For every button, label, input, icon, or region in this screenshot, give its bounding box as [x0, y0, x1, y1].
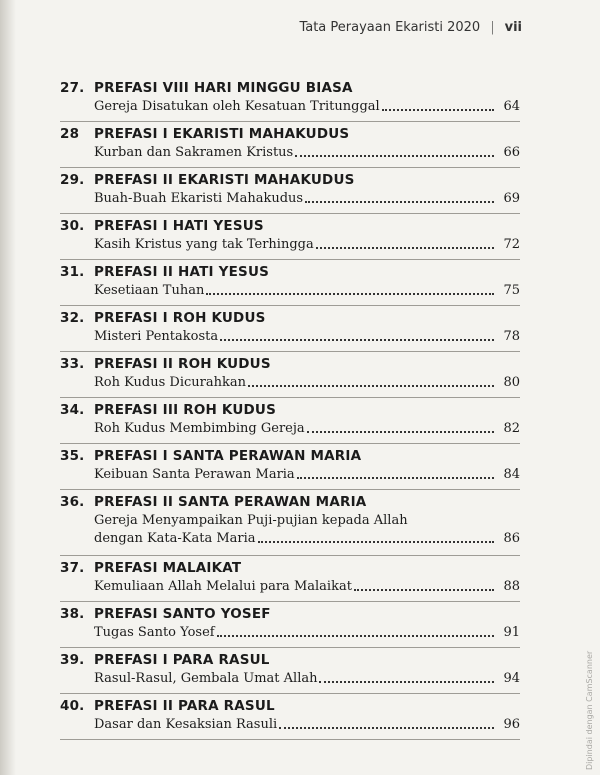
- toc-entry: [60, 648, 520, 694]
- toc-entry: [60, 306, 520, 352]
- entry-title: PREFASI II EKARISTI MAHAKUDUS: [94, 172, 355, 188]
- entry-subtitle: dengan Kata-Kata Maria: [94, 531, 256, 546]
- entry-page: 94: [503, 671, 520, 686]
- toc-entry: [60, 490, 520, 556]
- entry-page: 66: [503, 145, 520, 160]
- entry-page: 82: [503, 421, 520, 436]
- toc-entry: [60, 122, 520, 168]
- entry-number: 32.: [60, 310, 85, 326]
- entry-number: 38.: [60, 606, 85, 622]
- entry-page: 96: [503, 717, 520, 732]
- dot-leader: [295, 154, 494, 157]
- entry-page: 69: [503, 191, 520, 206]
- entry-page: 72: [503, 237, 520, 252]
- entry-title: PREFASI II ROH KUDUS: [94, 356, 271, 372]
- entry-page: 64: [503, 99, 520, 114]
- entry-number: 37.: [60, 560, 85, 576]
- dot-leader: [382, 108, 494, 111]
- entry-number: 28: [60, 126, 80, 142]
- entry-number: 34.: [60, 402, 85, 418]
- toc-entry: [60, 168, 520, 214]
- entry-title: PREFASI I SANTA PERAWAN MARIA: [94, 448, 362, 464]
- entry-page: 75: [503, 283, 520, 298]
- table-of-contents: [60, 76, 520, 740]
- dot-leader: [354, 588, 494, 591]
- entry-title: PREFASI III ROH KUDUS: [94, 402, 276, 418]
- entry-number: 39.: [60, 652, 85, 668]
- entry-subtitle: Kurban dan Sakramen Kristus: [94, 145, 294, 160]
- entry-title: PREFASI II SANTA PERAWAN MARIA: [94, 494, 367, 510]
- entry-subtitle: Roh Kudus Dicurahkan: [94, 375, 246, 390]
- entry-title: PREFASI I HATI YESUS: [94, 218, 264, 234]
- dot-leader: [307, 430, 494, 433]
- entry-title: PREFASI I ROH KUDUS: [94, 310, 266, 326]
- toc-entry: [60, 76, 520, 122]
- entry-title: PREFASI II PARA RASUL: [94, 698, 275, 714]
- dot-leader: [206, 292, 494, 295]
- entry-title: PREFASI SANTO YOSEF: [94, 606, 271, 622]
- toc-entry: [60, 556, 520, 602]
- entry-subtitle: Keibuan Santa Perawan Maria: [94, 467, 295, 482]
- entry-number: 36.: [60, 494, 85, 510]
- entry-title: PREFASI MALAIKAT: [94, 560, 242, 576]
- scanner-watermark: Dipindai dengan CamScanner: [585, 650, 594, 770]
- dot-leader: [248, 384, 494, 387]
- header-page-number: vii: [504, 20, 522, 35]
- entry-number: 27.: [60, 80, 85, 96]
- entry-page: 84: [503, 467, 520, 482]
- entry-subtitle: Roh Kudus Membimbing Gereja: [94, 421, 305, 436]
- entry-number: 40.: [60, 698, 85, 714]
- entry-number: 33.: [60, 356, 85, 372]
- entry-subtitle: Dasar dan Kesaksian Rasuli: [94, 717, 278, 732]
- entry-subtitle: Kesetiaan Tuhan: [94, 283, 205, 298]
- entry-title: PREFASI II HATI YESUS: [94, 264, 270, 280]
- entry-page: 88: [503, 579, 520, 594]
- dot-leader: [258, 540, 494, 543]
- entry-number: 31.: [60, 264, 85, 280]
- entry-subtitle: Kasih Kristus yang tak Terhingga: [94, 237, 314, 252]
- dot-leader: [297, 476, 494, 479]
- entry-subtitle: Gereja Disatukan oleh Kesatuan Tritunggal: [94, 99, 380, 114]
- dot-leader: [305, 200, 494, 203]
- toc-entry: [60, 398, 520, 444]
- dot-leader: [220, 338, 494, 341]
- entry-number: 35.: [60, 448, 85, 464]
- entry-title: PREFASI I EKARISTI MAHAKUDUS: [94, 126, 350, 142]
- entry-page: 80: [503, 375, 520, 390]
- toc-entry: [60, 352, 520, 398]
- entry-subtitle: Rasul-Rasul, Gembala Umat Allah: [94, 671, 318, 686]
- entry-number: 30.: [60, 218, 85, 234]
- entry-title: PREFASI I PARA RASUL: [94, 652, 270, 668]
- dot-leader: [319, 680, 494, 683]
- dot-leader: [217, 634, 494, 637]
- dot-leader: [279, 726, 494, 729]
- entry-number: 29.: [60, 172, 85, 188]
- entry-subtitle: Kemuliaan Allah Melalui para Malaikat: [94, 579, 352, 594]
- running-header: [299, 20, 522, 35]
- toc-entry: [60, 214, 520, 260]
- entry-page: 91: [503, 625, 520, 640]
- entry-subtitle: Buah-Buah Ekaristi Mahakudus: [94, 191, 304, 206]
- entry-subtitle: Misteri Pentakosta: [94, 329, 219, 344]
- entry-page: 78: [503, 329, 520, 344]
- entry-subtitle-line1: Gereja Menyampaikan Puji-pujian kepada Allah: [94, 513, 408, 528]
- header-title: Tata Perayaan Ekaristi 2020: [299, 20, 481, 35]
- dot-leader: [316, 246, 494, 249]
- page-gutter-shadow: [0, 0, 16, 775]
- entry-page: 86: [503, 531, 520, 546]
- toc-entry: [60, 260, 520, 306]
- toc-entry: [60, 602, 520, 648]
- entry-subtitle: Tugas Santo Yosef: [94, 625, 215, 640]
- header-separator: |: [490, 20, 495, 35]
- toc-entry: [60, 444, 520, 490]
- entry-title: PREFASI VIII HARI MINGGU BIASA: [94, 80, 353, 96]
- toc-entry: [60, 694, 520, 740]
